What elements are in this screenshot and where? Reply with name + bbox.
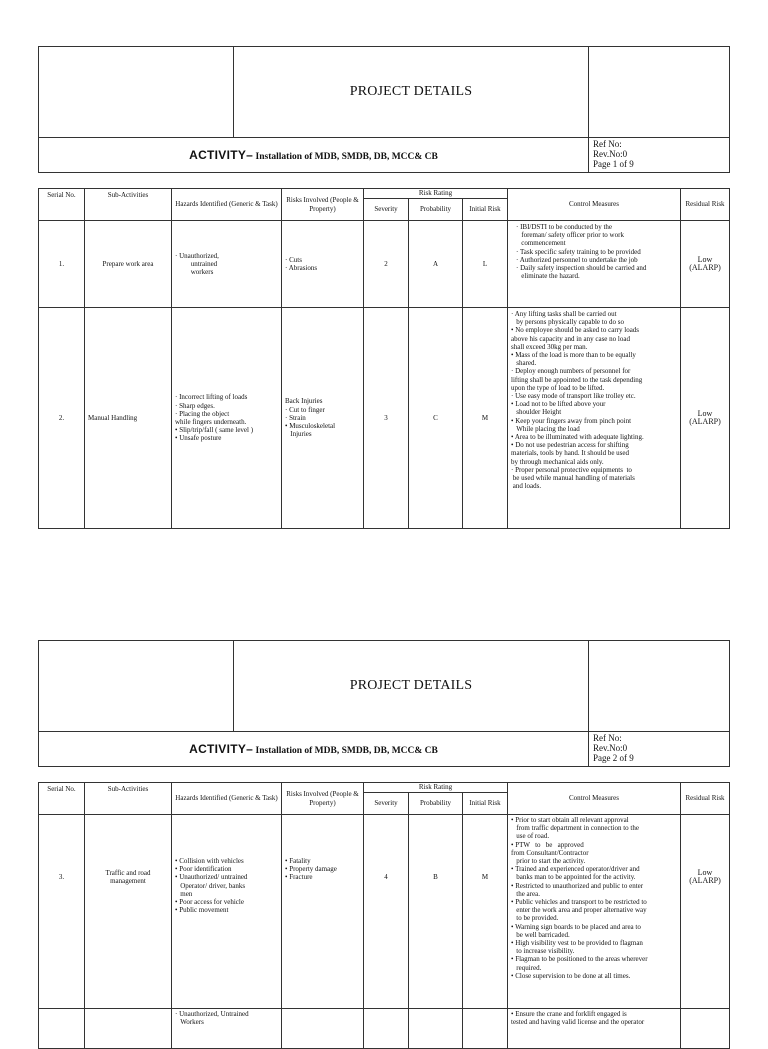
col-severity: Severity — [364, 793, 409, 815]
row-control-measures — [508, 815, 681, 1009]
logo-box-left — [39, 641, 234, 732]
row-probability: A — [409, 221, 463, 308]
row-residual-risk: Low (ALARP) — [681, 221, 730, 308]
col-control-measures: Control Measures — [508, 189, 681, 221]
table-row — [39, 308, 730, 529]
col-hazards: Hazards Identified (Generic & Task) — [172, 189, 282, 221]
page1-header — [38, 46, 729, 173]
control-item: • Public vehicles and transport to be restricted to enter the work area and proper alternative way to be provided. — [511, 898, 647, 923]
activity-title — [39, 732, 589, 767]
row-serial — [39, 1009, 85, 1049]
row-hazards — [172, 221, 282, 308]
row-serial: 2. — [39, 308, 85, 529]
col-severity: Severity — [364, 199, 409, 221]
page2-risk-table — [38, 782, 729, 1049]
control-item: • Flagman to be positioned to the areas wherever required. — [511, 955, 648, 972]
row-sub-activity: Traffic and road management — [85, 815, 172, 1009]
row-risks-text: · Cuts · Abrasions — [285, 255, 318, 272]
activity-label: ACTIVITY– — [189, 742, 254, 756]
col-probability: Probability — [409, 199, 463, 221]
control-item: · Task specific safety training to be provided — [516, 247, 641, 256]
row-hazards-text: • Collision with vehicles • Poor identification • Unauthorized/ untrained Operator/ driver, banks men • Poor access for vehicle • Public movement — [175, 857, 248, 915]
row-serial: 1. — [39, 221, 85, 308]
row-risks — [282, 1009, 364, 1049]
row-initial-risk: L — [463, 221, 508, 308]
row-hazards — [172, 1009, 282, 1049]
control-item: • Keep your fingers away from pinch point While placing the load — [511, 416, 632, 433]
row-control-measures — [508, 1009, 681, 1049]
control-item: • Trained and experienced operator/driver and banks man to be appointed for the activity. — [511, 865, 640, 882]
row-hazards — [172, 308, 282, 529]
control-item: • Area to be illuminated with adequate lighting. — [511, 433, 644, 442]
row-risks-text: Back Injuries · Cut to finger · Strain • Musculoskeletal Injuries — [285, 397, 336, 439]
col-hazards: Hazards Identified (Generic & Task) — [172, 783, 282, 815]
control-item: • High visibility vest to be provided to flagman to increase visibility. — [511, 939, 643, 956]
control-item: · IBI/DSTI to be conducted by the foreman/ safety officer prior to work commencement — [516, 223, 624, 248]
col-initial-risk: Initial Risk — [463, 199, 508, 221]
row-serial: 3. — [39, 815, 85, 1009]
page-title: PROJECT DETAILS — [234, 641, 589, 732]
row-residual-risk: Low (ALARP) — [681, 815, 730, 1009]
row-hazards-text: · Unauthorized, Untrained Workers — [175, 1010, 249, 1027]
control-item: • Close supervision to be done at all times. — [511, 971, 631, 980]
page1-risk-table — [38, 188, 729, 529]
control-item: • Do not use pedestrian access for shifting materials, tools by hand. It should be used by through mechanical aids only. — [511, 441, 630, 466]
page-number: Page 2 of 9 — [593, 753, 634, 763]
ref-no: Ref No: — [593, 733, 622, 743]
col-residual-risk: Residual Risk — [681, 189, 730, 221]
row-risks-text: • Fatality • Property damage • Fracture — [285, 857, 337, 882]
control-item: · Deploy enough numbers of personnel for lifting shall be appointed to the task depending upon the type of load to be lifted. — [511, 367, 643, 392]
control-item: • Prior to start obtain all relevant approval from traffic department in connection to the use of road. — [511, 816, 639, 841]
document-ref — [589, 138, 730, 173]
activity-label: ACTIVITY– — [189, 148, 254, 162]
activity-title — [39, 138, 589, 173]
row-sub-activity — [85, 1009, 172, 1049]
row-initial-risk: M — [463, 308, 508, 529]
row-risks — [282, 308, 364, 529]
col-control-measures: Control Measures — [508, 783, 681, 815]
control-item: · Proper personal protective equipments to be used while manual handling of materials and loads. — [511, 465, 635, 491]
rev-no: Rev.No:0 — [593, 149, 628, 159]
control-item: · Use easy mode of transport like trolley etc. — [511, 392, 636, 401]
rev-no: Rev.No:0 — [593, 743, 628, 753]
control-item: • Restricted to unauthorized and public to enter the area. — [511, 881, 644, 898]
col-risk-rating: Risk Rating — [364, 783, 508, 793]
row-probability — [409, 1009, 463, 1049]
control-item: • Load not to be lifted above your shoulder Height — [511, 400, 606, 417]
row-severity: 2 — [364, 221, 409, 308]
row-severity: 4 — [364, 815, 409, 1009]
row-residual-risk: Low (ALARP) — [681, 308, 730, 529]
activity-text: Installation of MDB, SMDB, DB, MCC& CB — [253, 746, 438, 756]
control-item: · Any lifting tasks shall be carried out by persons physically capable to do so — [511, 310, 624, 327]
row-hazards-text: · Unauthorized, untrained workers — [175, 251, 219, 277]
logo-box-right — [589, 641, 730, 732]
row-control-measures — [508, 308, 681, 529]
table-row — [39, 1009, 730, 1049]
control-item: • Warning sign boards to be placed and area to be well barricaded. — [511, 922, 641, 939]
col-serial: Serial No. — [39, 783, 85, 815]
row-hazards-text: · Incorrect lifting of loads · Sharp edges. · Placing the object while fingers underneath. • Slip/trip/fall ( same level ) • Unsafe posture — [175, 393, 254, 443]
document-ref — [589, 732, 730, 767]
logo-box-left — [39, 47, 234, 138]
control-item: · Daily safety inspection should be carried and eliminate the hazard. — [516, 264, 647, 281]
control-item: • PTW to be approved from Consultant/Contractor prior to start the activity. — [511, 840, 589, 866]
row-sub-activity: Manual Handling — [85, 308, 172, 529]
col-initial-risk: Initial Risk — [463, 793, 508, 815]
col-serial: Serial No. — [39, 189, 85, 221]
row-hazards — [172, 815, 282, 1009]
control-item: • No employee should be asked to carry loads above his capacity and in any case no load shall exceed 30kg per man. — [511, 326, 640, 351]
row-risks — [282, 815, 364, 1009]
activity-text: Installation of MDB, SMDB, DB, MCC& CB — [253, 152, 438, 162]
page2-header — [38, 640, 729, 767]
row-severity — [364, 1009, 409, 1049]
ref-no: Ref No: — [593, 139, 622, 149]
row-probability: C — [409, 308, 463, 529]
row-severity: 3 — [364, 308, 409, 529]
row-initial-risk — [463, 1009, 508, 1049]
row-probability: B — [409, 815, 463, 1009]
row-control-measures — [508, 221, 681, 308]
page-number: Page 1 of 9 — [593, 159, 634, 169]
row-sub-activity: Prepare work area — [85, 221, 172, 308]
col-sub-activities: Sub-Activities — [85, 189, 172, 221]
row-risks — [282, 221, 364, 308]
logo-box-right — [589, 47, 730, 138]
col-residual-risk: Residual Risk — [681, 783, 730, 815]
row-initial-risk: M — [463, 815, 508, 1009]
table-row — [39, 221, 730, 308]
control-item: · Authorized personnel to undertake the job — [516, 255, 638, 264]
page-title: PROJECT DETAILS — [234, 47, 589, 138]
col-risks: Risks Involved (People & Property) — [282, 189, 364, 221]
control-item: • Mass of the load is more than to be equally shared. — [511, 351, 636, 368]
col-risk-rating: Risk Rating — [364, 189, 508, 199]
col-risks: Risks Involved (People & Property) — [282, 783, 364, 815]
col-sub-activities: Sub-Activities — [85, 783, 172, 815]
table-row — [39, 815, 730, 1009]
control-item: • Ensure the crane and forklift engaged is tested and having valid license and the operator — [511, 1010, 645, 1027]
row-residual-risk — [681, 1009, 730, 1049]
col-probability: Probability — [409, 793, 463, 815]
